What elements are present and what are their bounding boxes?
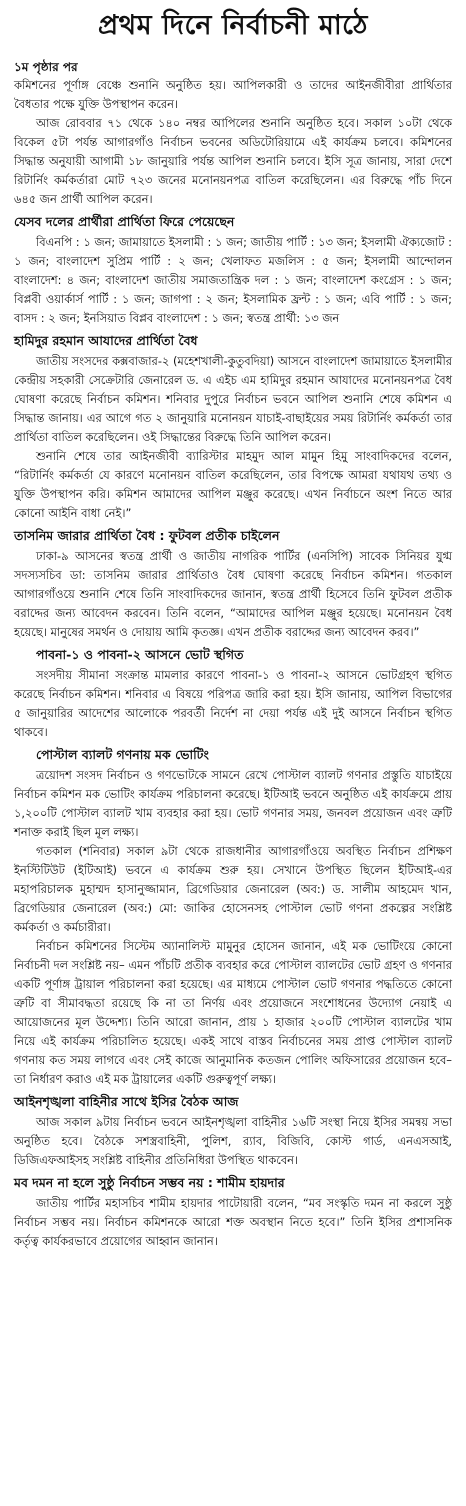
section-heading: যেসব দলের প্রার্থীরা প্রার্থিতা ফিরে পেয়েছেন (14, 214, 235, 229)
section-paragraph: আজ সকাল ৯টায় নির্বাচন ভবনে আইনশৃঙ্খলা বাহিনীর ১৬টি সংস্থা নিয়ে ইসির সমন্বয় সভা অনুষ্ঠিত হবে। বৈঠকে সশস্ত্রবাহিনী, পুলিশ, র‌্যাব, বিজিবি, কোস্ট গার্ড, এনএসআই, ডিজিএফআইসহ সংশ্লিষ্ট বাহিনীর প্রতিনিধিরা উপস্থিত থাকবেন। (14, 1115, 452, 1167)
section-paragraph: ঢাকা-৯ আসনের স্বতন্ত্র প্রার্থী ও জাতীয় নাগরিক পার্টির (এনসিপি) সাবেক সিনিয়র যুগ্ম সদস্যসচিব ডা: তাসনিম জারার প্রার্থিতাও বৈধ ঘোষণা করেছে নির্বাচন কমিশন। গতকাল আগারগাঁওয়ে শুনানি শেষে তিনি সাংবাদিকদের জানান, স্বতন্ত্র প্রার্থী হিসেবে তিনি ফুটবল প্রতীক বরাদ্দের জন্য আবেদন করবেন। তিনি বলেন, “আমাদের আপিল মঞ্জুর হয়েছে। মনোনয়ন বৈধ হয়েছে। মানুষের সমর্থন ও দোয়ায় আমি কৃতজ্ঞ। এখন প্রতীক বরাদ্দের জন্য আবেদন করব।” (14, 549, 452, 639)
article-section (14, 645, 452, 742)
intro-paragraph: কমিশনের পূর্ণাঙ্গ বেঞ্চে শুনানি অনুষ্ঠিত হয়। আপিলকারী ও তাদের আইনজীবীরা প্রার্থিতার বৈধতার পক্ষে যুক্তি উপস্থাপন করেন। (14, 78, 452, 111)
article-section (14, 331, 452, 523)
section-heading: পাবনা-১ ও পাবনা-২ আসনে ভোট স্থগিত (36, 647, 244, 662)
section-heading: তাসনিম জারার প্রার্থিতা বৈধ : ফুটবল প্রতীক চাইলেন (14, 528, 280, 543)
intro-block (14, 76, 452, 209)
section-paragraph: ত্রয়োদশ সংসদ নির্বাচন ও গণভোটকে সামনে রেখে পোস্টাল ব্যালট গণনার প্রস্তুতি যাচাইয়ে নির্বাচন কমিশন মক ভোটিং কার্যক্রম পরিচালনা করেছে। ইটিআই ভবনে অনুষ্ঠিত এই কার্যক্রমে প্রায় ১,২০০টি পোস্টাল ব্যালট খাম ব্যবহার করা হয়। ভোট গণনার সময়, জনবল প্রয়োজন এবং ত্রুটি শনাক্ত করাই ছিল মূল লক্ষ্য। (14, 768, 452, 839)
section-paragraph: নির্বাচন কমিশনের সিস্টেম অ্যানালিস্ট মামুনুর হোসেন জানান, এই মক ভোটিংয়ে কোনো নির্বাচনী দল সংশ্লিষ্ট নয়– এমন পাঁচটি প্রতীক ব্যবহার করে পোস্টাল ব্যালটের ভোট গ্রহণ ও গণনার একটি পূর্ণাঙ্গ ট্রায়াল পরিচালনা করা হয়েছে। এর মাধ্যমে পোস্টাল ভোট গণনার পদ্ধতিতে কোনো ত্রুটি বা সীমাবদ্ধতা রয়েছে কি না তা নির্ণয় এবং প্রয়োজনে সংশোধনের উদ্যোগ নেয়াই এ আয়োজনের মূল উদ্দেশ্য। তিনি আরো জানান, প্রায় ১ হাজার ২০০টি পোস্টাল ব্যালটের খাম নিয়ে এই কার্যক্রম পরিচালিত হয়েছে। একই সাথে বাস্তব নির্বাচনের সময় প্রাপ্ত পোস্টাল ব্যালট গণনায় কত সময় লাগবে এবং সেই কাজে আনুমানিক কতজন পোলিং অফিসারের প্রয়োজন হবে– তা নির্ধারণ করাও এই মক ট্রায়ালের একটি গুরুত্বপূর্ণ লক্ষ্য। (14, 939, 452, 1086)
article-section (14, 745, 452, 1089)
intro-paragraph: আজ রোববার ৭১ থেকে ১৪০ নম্বর আপিলের শুনানি অনুষ্ঠিত হবে। সকাল ১০টা থেকে বিকেল ৫টা পর্যন্ত আগারগাঁও নির্বাচন ভবনের অডিটোরিয়ামে এই কার্যক্রম চলবে। কমিশনের সিদ্ধান্ত অনুযায়ী আগামী ১৮ জানুয়ারি পর্যন্ত আপিল শুনানি চলবে। ইসি সূত্র জানায়, সারা দেশে রিটার্নিং কর্মকর্তারা মোট ৭২৩ জনের মনোনয়নপত্র বাতিল করেছিলেন। এর বিরুদ্ধে পাঁচ দিনে ৬৪৫ জন প্রার্থী আপিল করেন। (14, 116, 452, 206)
section-heading: হামিদুর রহমান আযাদের প্রার্থিতা বৈধ (14, 333, 198, 348)
section-paragraph: শুনানি শেষে তার আইনজীবী ব্যারিস্টার মাহমুদ আল মামুন হিমু সাংবাদিকদের বলেন, “রিটার্নিং কর্মকর্তা যে কারণে মনোনয়ন বাতিল করেছিলেন, তার বিপক্ষে আমরা যথাযথ তথ্য ও যুক্তি উপস্থাপন করি। কমিশন আমাদের আপিল মঞ্জুর করেছে। এখন নির্বাচনে অংশ নিতে আর কোনো আইনি বাধা নেই।” (14, 449, 452, 520)
section-paragraph: গতকাল (শনিবার) সকাল ৯টা থেকে রাজধানীর আগারগাঁওয়ে অবস্থিত নির্বাচন প্রশিক্ষণ ইনস্টিটিউট (ইটিআই) ভবনে এ কার্যক্রম শুরু হয়। সেখানে উপস্থিত ছিলেন ইটিআই-এর মহাপরিচালক মুহাম্মদ হাসানুজ্জামান, ব্রিগেডিয়ার জেনারেল (অব:) ড. সালীম আহমেদ খান, ব্রিগেডিয়ার জেনারেল (অব:) মো: জাকির হোসেনসহ পোস্টাল ভোট গণনা প্রকল্পের সংশ্লিষ্ট কর্মকর্তা ও কর্মচারীরা। (14, 844, 452, 934)
article-section (14, 1173, 452, 1251)
article-section (14, 1092, 452, 1170)
section-paragraph: জাতীয় সংসদের কক্সবাজার-২ (মহেশখালী-কুতুবদিয়া) আসনে বাংলাদেশ জামায়াতে ইসলামীর কেন্দ্রীয় সহকারী সেক্রেটারি জেনারেল ড. এ এইচ এম হামিদুর রহমান আযাদের মনোনয়নপত্র বৈধ ঘোষণা করেছে নির্বাচন কমিশন। শনিবার দুপুরে নির্বাচন ভবনে আপিল শুনানি শেষে কমিশন এ সিদ্ধান্ত জানায়। এর আগে গত ২ জানুয়ারি মনোনয়ন যাচাই-বাছাইয়ের সময় রিটার্নিং কর্মকর্তা তার প্রার্থিতা বাতিল করেছিলেন। ওই সিদ্ধান্তের বিরুদ্ধে তিনি আপিল করেন। (14, 354, 452, 444)
section-heading: মব দমন না হলে সুষ্ঠু নির্বাচন সম্ভব নয় : শামীম হায়দার (14, 1175, 285, 1190)
article-sections (14, 212, 452, 1251)
page-continuation-label: ১ম পৃষ্ঠার পর (14, 60, 78, 74)
section-paragraph: সংসদীয় সীমানা সংক্রান্ত মামলার কারণে পাবনা-১ ও পাবনা-২ আসনে ভোটগ্রহণ স্থগিত করেছে নির্বাচন কমিশন। শনিবার এ বিষয়ে পরিপত্র জারি করা হয়। ইসি জানায়, আপিল বিভাগের ৫ জানুয়ারির আদেশের আলোকে পরবর্তী নির্দেশ না দেয়া পর্যন্ত এই দুই আসনে নির্বাচন স্থগিত থাকবে। (14, 668, 452, 739)
headline: প্রথম দিনে নির্বাচনী মাঠে (98, 10, 368, 41)
section-paragraph: জাতীয় পার্টির মহাসচিব শামীম হায়দার পাটোয়ারী বলেন, “মব সংস্কৃতি দমন না করলে সুষ্ঠু নির্বাচন সম্ভব নয়। নির্বাচন কমিশনকে আরো শক্ত অবস্থান নিতে হবে।” তিনি ইসির প্রশাসনিক কর্তৃত্ব কার্যকরভাবে প্রয়োগের আহ্বান জানান। (14, 1196, 452, 1248)
section-heading: পোস্টাল ব্যালট গণনায় মক ভোটিং (36, 747, 209, 762)
section-paragraph: বিএনপি : ১ জন; জামায়াতে ইসলামী : ১ জন; জাতীয় পার্টি : ১৩ জন; ইসলামী ঐক্যজোট : ১ জন; বাংলাদেশ সুপ্রিম পার্টি : ২ জন; খেলাফত মজলিস : ৫ জন; ইসলামী আন্দোলন বাংলাদেশ: ৪ জন; বাংলাদেশ জাতীয় সমাজতান্ত্রিক দল : ১ জন; বাংলাদেশ কংগ্রেস : ১ জন; বিপ্লবী ওয়ার্কার্স পার্টি : ১ জন; জাগপা : ২ জন; ইসলামিক ফ্রন্ট : ১ জন; এবি পার্টি : ১ জন; বাসদ : ২ জন; ইনসিয়াত বিপ্লব বাংলাদেশ : ১ জন; স্বতন্ত্র প্রার্থী: ১৩ জন (14, 235, 452, 325)
article-section (14, 526, 452, 642)
section-heading: আইনশৃঙ্খলা বাহিনীর সাথে ইসির বৈঠক আজ (14, 1094, 239, 1109)
article-section (14, 212, 452, 328)
